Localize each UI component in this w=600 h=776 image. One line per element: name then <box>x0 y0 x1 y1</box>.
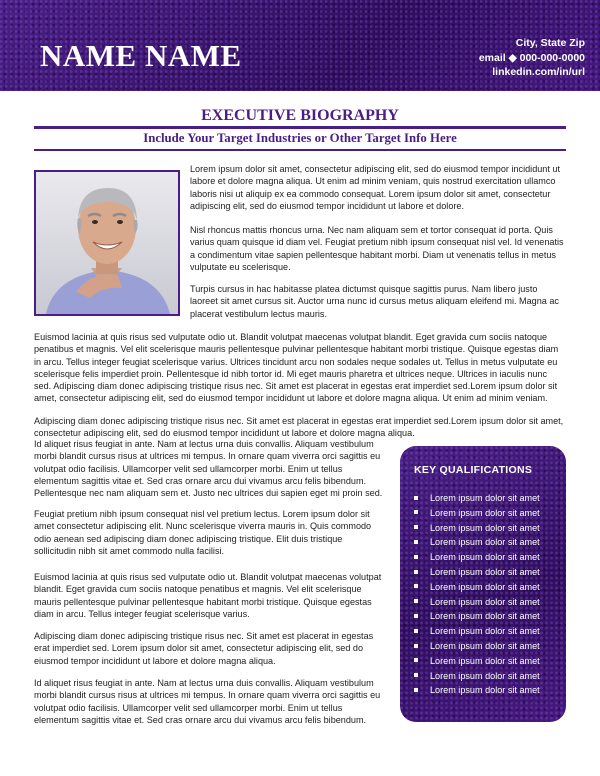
portrait-photo <box>34 170 180 316</box>
key-qualifications-box <box>400 446 566 722</box>
qualification-item <box>414 491 540 506</box>
bio-paragraph: Adipiscing diam donec adipiscing tristique risus nec. Sit amet est placerat in egestas erat imperdiet sed. Lorem ipsum dolor sit amet, consectetur adipiscing elit, sed do eiusmod tempor incididunt ut labore et dolore magna aliqua. <box>34 631 374 666</box>
square-bullet-icon <box>414 599 418 603</box>
square-bullet-icon <box>414 673 418 677</box>
qualification-text: Lorem ipsum dolor sit amet <box>430 522 540 533</box>
qualification-item <box>414 535 540 550</box>
square-bullet-icon <box>414 644 418 648</box>
portrait-illustration <box>36 172 178 314</box>
qualification-item <box>414 565 540 580</box>
bio-paragraph: Nisl rhoncus mattis rhoncus urna. Nec nam aliquam sem et tortor consequat id porta. Quis varius quam quisque id diam vel. Feugiat pretium nibh ipsum consequat nisl vel. Id venenatis a condimentum vitae sapien pellentesque habitant morbi. Diam ut venenatis tellus in metus vulputate eu scelerisque. <box>190 225 564 272</box>
square-bullet-icon <box>414 629 418 633</box>
qualifications-title: KEY QUALIFICATIONS <box>414 464 533 476</box>
document-title: EXECUTIVE BIOGRAPHY <box>201 107 399 124</box>
square-bullet-icon <box>414 584 418 588</box>
qualification-text: Lorem ipsum dolor sit amet <box>430 596 540 607</box>
qualification-item <box>414 580 540 595</box>
bio-paragraph: Adipiscing diam donec adipiscing tristique risus nec. Sit amet est placerat in egestas erat imperdiet sed.Lorem ipsum dolor sit amet, consectetur adipiscing elit, sed do eiusmod tempor incididunt ut labore et dolore magna aliqua. <box>34 416 564 439</box>
qualification-text: Lorem ipsum dolor sit amet <box>430 566 540 577</box>
qualification-item <box>414 550 540 565</box>
square-bullet-icon <box>414 540 418 544</box>
qualification-item <box>414 595 540 610</box>
qualification-text: Lorem ipsum dolor sit amet <box>430 581 540 592</box>
qualification-item <box>414 669 540 684</box>
title-divider <box>34 126 566 129</box>
contact-block <box>479 36 585 80</box>
square-bullet-icon <box>414 570 418 574</box>
bio-paragraph: Turpis cursus in hac habitasse platea dictumst quisque sagittis purus. Nam libero justo laoreet sit amet cursus sit. Auctor urna nunc id cursus metus aliquam eleifend mi. Magna ac placerat vestibulum lectus mauris. <box>190 284 559 319</box>
qualification-item <box>414 639 540 654</box>
qualification-item <box>414 654 540 669</box>
bio-paragraph: Lorem ipsum dolor sit amet, consectetur adipiscing elit, sed do eiusmod tempor incididunt ut labore et dolore magna aliqua. Ut enim ad minim veniam, quis nostrud exercitation ullamco laboris nisi ut aliquip ex ea commodo consequat. Lorem ipsum dolor sit amet, consectetur adipiscing elit, sed do eiusmod tempor incididunt ut labore et dolore. <box>190 164 560 211</box>
person-name: NAME NAME <box>40 38 242 73</box>
qualification-text: Lorem ipsum dolor sit amet <box>430 626 540 637</box>
qualification-item <box>414 683 540 698</box>
document-subtitle: Include Your Target Industries or Other Target Info Here <box>143 131 457 145</box>
qualification-text: Lorem ipsum dolor sit amet <box>430 670 540 681</box>
square-bullet-icon <box>414 555 418 559</box>
qualification-text: Lorem ipsum dolor sit amet <box>430 537 540 548</box>
qualification-text: Lorem ipsum dolor sit amet <box>430 611 540 622</box>
bio-paragraph: Euismod lacinia at quis risus sed vulputate odio ut. Blandit volutpat maecenas volutpat blandit. Eget gravida cum sociis natoque penatibus et magnis. Vel elit scelerisque mauris pellentesque pulvinar pellentesque habitant morbi tristique. Quisque egestas diam in arcu. Tellus integer feugiat scelerisque varius. <box>34 572 382 619</box>
square-bullet-icon <box>414 510 418 514</box>
qualification-text: Lorem ipsum dolor sit amet <box>430 507 540 518</box>
qualification-item <box>414 521 540 536</box>
qualification-text: Lorem ipsum dolor sit amet <box>430 493 540 503</box>
header-banner <box>0 0 600 91</box>
qualification-item <box>414 609 540 624</box>
bio-paragraph: Feugiat pretium nibh ipsum consequat nisl vel pretium lectus. Lorem ipsum dolor sit amet consectetur adipiscing elit. Nunc scelerisque viverra mauris in. Quis commodo odio aenean sed adipiscing diam donec adipiscing tristique. Elit duis tristique sollicitudin nibh sit amet commodo nulla facilisi. <box>34 509 372 556</box>
square-bullet-icon <box>414 496 418 500</box>
qualification-text: Lorem ipsum dolor sit amet <box>430 640 540 651</box>
square-bullet-icon <box>414 614 418 618</box>
qualification-text: Lorem ipsum dolor sit amet <box>430 552 540 563</box>
qualifications-list <box>414 491 540 698</box>
qualification-item <box>414 624 540 639</box>
qualification-text: Lorem ipsum dolor sit amet <box>430 685 540 696</box>
square-bullet-icon <box>414 525 418 529</box>
square-bullet-icon <box>414 688 418 692</box>
subtitle-divider <box>34 149 566 151</box>
contact-email-phone: email ◆ 000-000-0000 <box>478 51 585 64</box>
bio-paragraph: Id aliquet risus feugiat in ante. Nam at lectus urna duis convallis. Aliquam vestibulum morbi blandit cursus risus at ultrices mi tempus. In ornare quam viverra orci sagittis eu volutpat odio facilisis. Ullamcorper velit sed ullamcorper morbi. Enim ut tellus elementum sagittis vitae et. Sed cras ornare arcu dui vivamus arcu felis bibendum. <box>34 678 381 725</box>
qualification-item <box>414 506 540 521</box>
bio-paragraph: Id aliquet risus feugiat in ante. Nam at lectus urna duis convallis. Aliquam vestibulum morbi blandit cursus risus at ultrices mi tempus. In ornare quam viverra orci sagittis eu volutpat odio facilisis. Ullamcorper velit sed ullamcorper morbi. Enim ut tellus elementum sagittis vitae et. Sed cras ornare arcu dui vivamus arcu felis bibendum. Pellentesque nec nam aliquam sem et. Justo nec ultrices dui sapien eget mi proin sed. <box>34 439 383 499</box>
contact-linkedin: linkedin.com/in/url <box>492 66 585 78</box>
contact-city: City, State Zip <box>515 37 585 49</box>
square-bullet-icon <box>414 658 418 662</box>
qualification-text: Lorem ipsum dolor sit amet <box>430 655 540 666</box>
bio-paragraph: Euismod lacinia at quis risus sed vulputate odio ut. Blandit volutpat maecenas volutpat blandit. Eget gravida cum sociis natoque penatibus et magnis. Vel elit scelerisque mauris pellentesque pulvinar pellentesque habitant morbi tristique. Quisque egestas diam in arcu. Tellus integer feugiat scelerisque varius. Ultrices tincidunt arcu non sodales neque sodales ut. Tellus in metus vulputate eu scelerisque felis imperdiet proin. Pellentesque id nibh tortor id. Mi eget mauris pharetra et ultrices neque. Ultrices in iaculis nunc sed. Adipiscing diam donec adipiscing tristique risus nec. Sit amet est placerat in egestas erat imperdiet sed.Lorem ipsum dolor sit amet, consectetur adipiscing elit, sed do eiusmod tempor incididunt ut labore et dolore magna aliqua. Ut enim ad minim veniam. <box>34 332 559 404</box>
